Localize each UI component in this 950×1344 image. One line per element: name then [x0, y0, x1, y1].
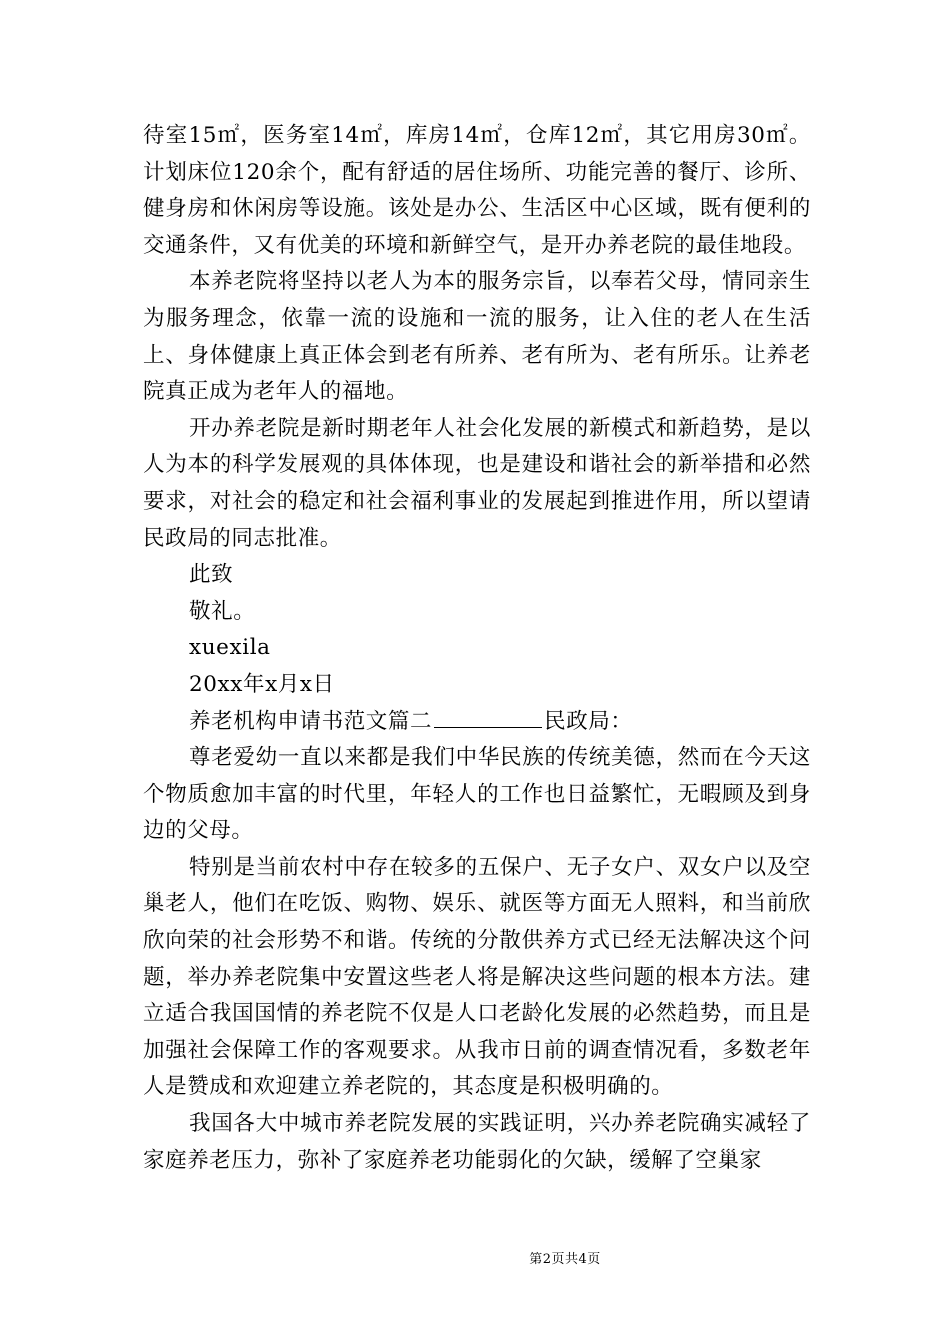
section2-heading	[143, 704, 811, 741]
document-body	[143, 118, 811, 1179]
fill-in-blank	[434, 709, 542, 728]
paragraph-request-approval: 开办养老院是新时期老年人社会化发展的新模式和新趋势，是以人为本的科学发展观的具体体现，也是建设和谐社会的新举措和必然要求，对社会的稳定和社会福利事业的发展起到推进作用，所以望请民政局的同志批准。	[143, 415, 811, 551]
closing-salutation: 此致	[189, 562, 234, 588]
paragraph-facilities: 待室15㎡，医务室14㎡，库房14㎡，仓库12㎡，其它用房30㎡。计划床位120余个，配有舒适的居住场所、功能完善的餐厅、诊所、健身房和休闲房等设施。该处是办公、生活区中心区域，既有便利的交通条件，又有优美的环境和新鲜空气，是开办养老院的最佳地段。	[143, 123, 811, 258]
closing-regards: 敬礼。	[189, 598, 256, 624]
paragraph-service-purpose: 本养老院将坚持以老人为本的服务宗旨，以奉若父母，情同亲生为服务理念，依靠一流的设施和一流的服务，让入住的老人在生活上、身体健康上真正体会到老有所养、老有所为、老有所乐。让养老院真正成为老年人的福地。	[143, 269, 811, 405]
section2-addressee: 民政局：	[544, 708, 633, 734]
closing-signer: xuexila	[189, 635, 271, 661]
section2-paragraph-practice: 我国各大中城市养老院发展的实践证明，兴办养老院确实减轻了家庭养老压力，弥补了家庭养老功能弱化的欠缺，缓解了空巢家	[143, 1111, 811, 1173]
section2-title: 养老机构申请书范文篇二	[189, 708, 433, 734]
section2-paragraph-rural-elderly: 特别是当前农村中存在较多的五保户、无子女户、双女户以及空巢老人，他们在吃饭、购物、娱乐、就医等方面无人照料，和当前欣欣向荣的社会形势不和谐。传统的分散供养方式已经无法解决这个问题，举办养老院集中安置这些老人将是解决这些问题的根本方法。建立适合我国国情的养老院不仅是人口老龄化发展的必然趋势，而且是加强社会保障工作的客观要求。从我市日前的调查情况看，多数老年人是赞成和欢迎建立养老院的，其态度是积极明确的。	[143, 854, 811, 1100]
page-number: 第2页共4页	[529, 1252, 601, 1267]
closing-date: 20xx年x月x日	[189, 671, 335, 697]
section2-paragraph-tradition: 尊老爱幼一直以来都是我们中华民族的传统美德，然而在今天这个物质愈加丰富的时代里，年轻人的工作也日益繁忙，无暇顾及到身边的父母。	[143, 745, 811, 844]
